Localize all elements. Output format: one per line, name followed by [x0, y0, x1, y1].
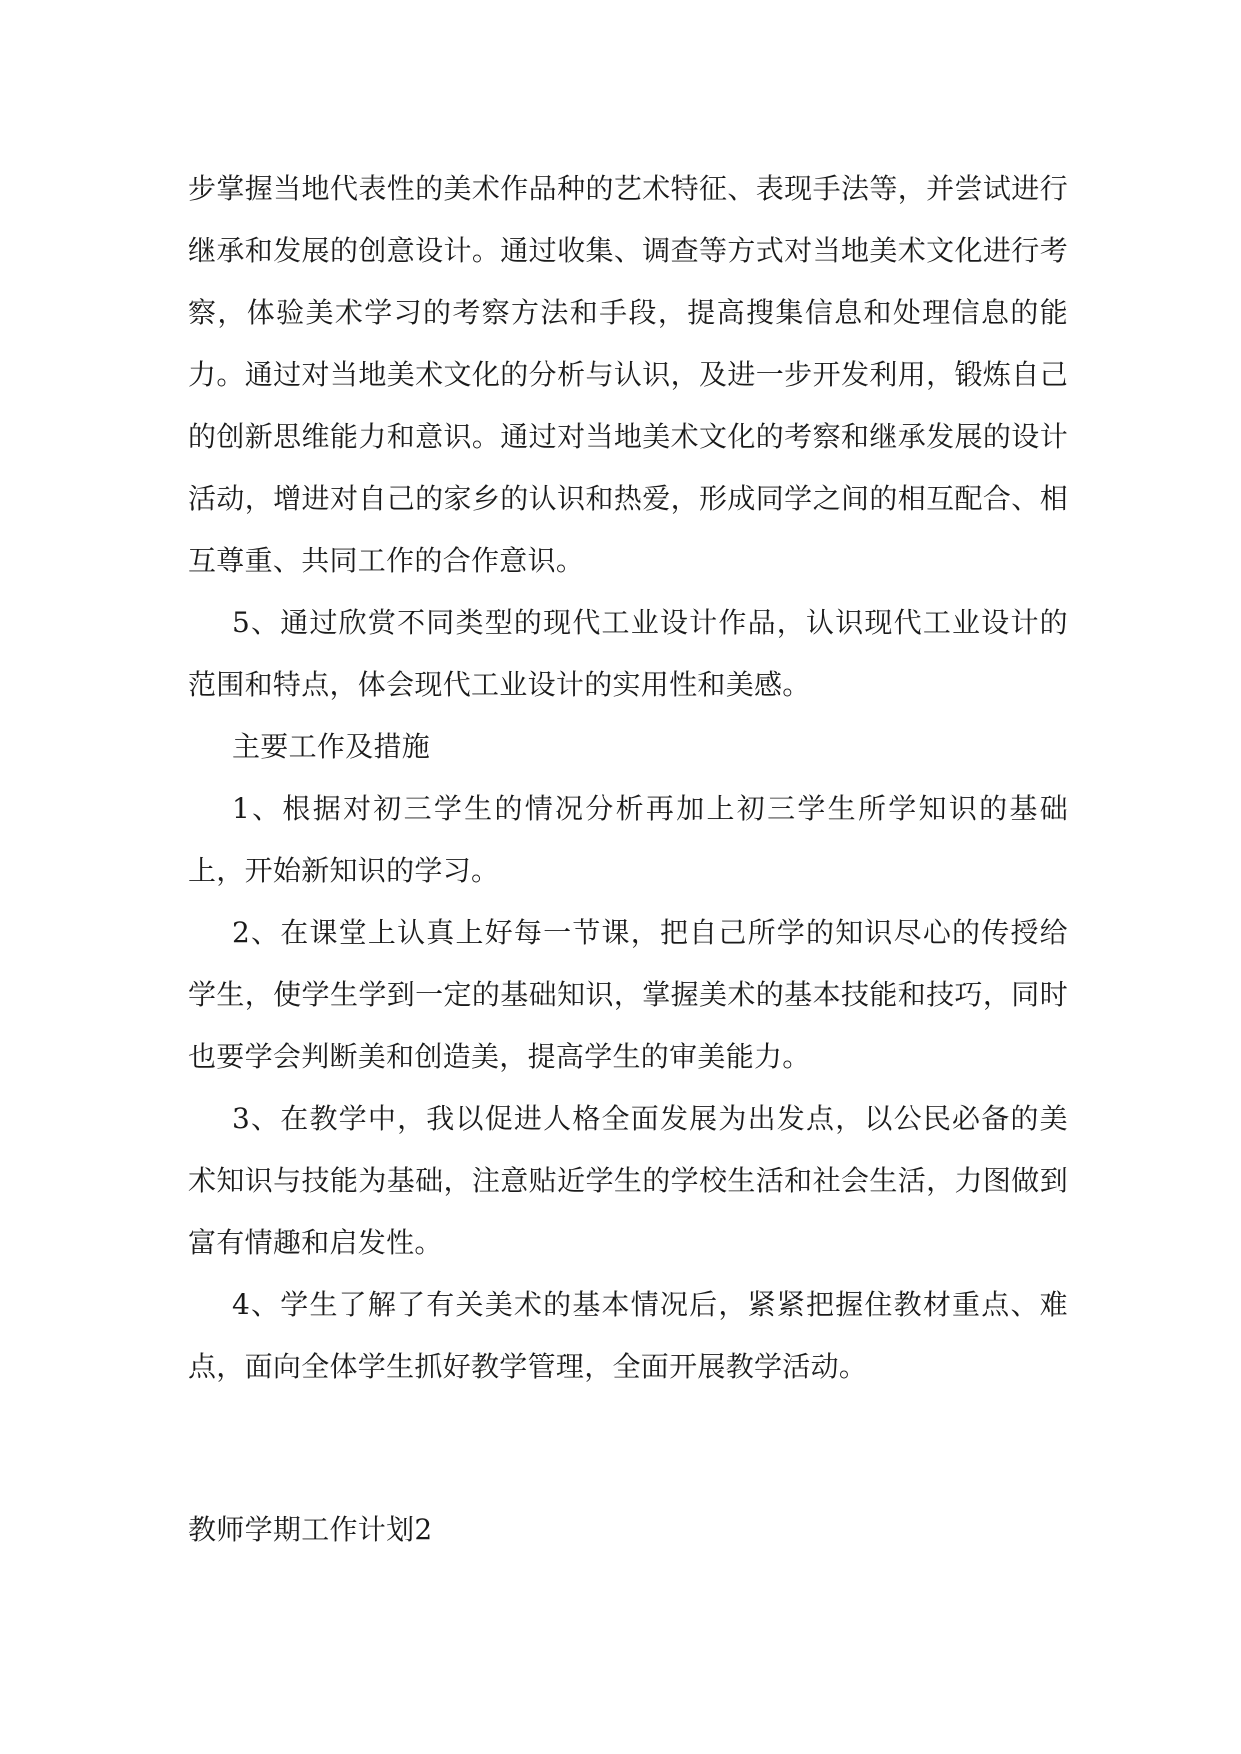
next-section-title: 教师学期工作计划2	[188, 1513, 433, 1546]
paragraph-continued: 步掌握当地代表性的美术作品种的艺术特征、表现手法等，并尝试进行继承和发展的创意设计。通过收集、调查等方式对当地美术文化进行考察，体验美术学习的考察方法和手段，提高搜集信息和处理信息的能力。通过对当地美术文化的分析与认识，及进一步开发利用，锻炼自己的创新思维能力和意识。通过对当地美术文化的考察和继承发展的设计活动，增进对自己的家乡的认识和热爱，形成同学之间的相互配合、相互尊重、共同工作的合作意识。	[188, 172, 1068, 577]
section-subheading: 主要工作及措施	[232, 730, 431, 763]
paragraph-item-5: 5、通过欣赏不同类型的现代工业设计作品，认识现代工业设计的范围和特点，体会现代工业设计的实用性和美感。	[188, 606, 1068, 701]
paragraph-measure-4: 4、学生了解了有关美术的基本情况后，紧紧把握住教材重点、难点，面向全体学生抓好教学管理，全面开展教学活动。	[188, 1288, 1068, 1383]
paragraph-measure-2: 2、在课堂上认真上好每一节课，把自己所学的知识尽心的传授给学生，使学生学到一定的基础知识，掌握美术的基本技能和技巧，同时也要学会判断美和创造美，提高学生的审美能力。	[188, 916, 1068, 1073]
document-body	[188, 158, 1068, 1398]
paragraph-measure-3: 3、在教学中，我以促进人格全面发展为出发点，以公民必备的美术知识与技能为基础，注意贴近学生的学校生活和社会生活，力图做到富有情趣和启发性。	[188, 1102, 1068, 1259]
paragraph-measure-1: 1、根据对初三学生的情况分析再加上初三学生所学知识的基础上，开始新知识的学习。	[188, 792, 1068, 887]
